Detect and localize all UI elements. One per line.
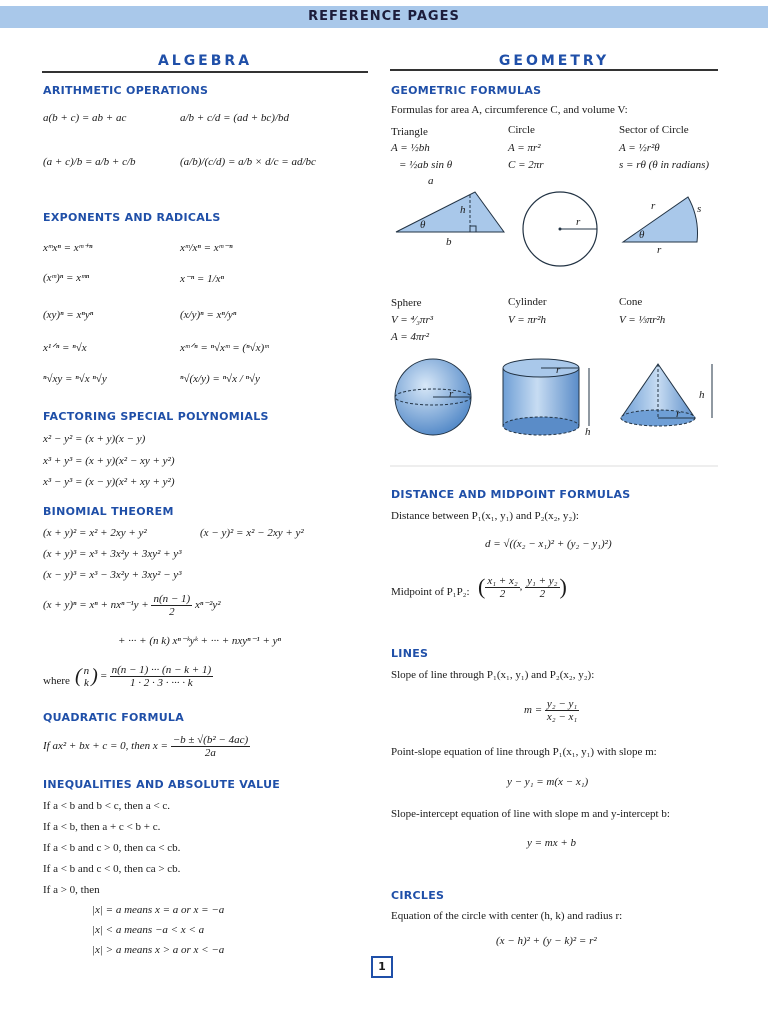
sphere-f2: A = 4πr² xyxy=(391,331,430,343)
quad-lead: If ax² + bx + c = 0, then x = xyxy=(43,740,168,753)
factor-f2: x³ + y³ = (x + y)(x² − xy + y²) xyxy=(43,455,175,467)
tri-f1: A = ½bh xyxy=(391,142,430,154)
circle-title: Circle xyxy=(508,124,535,136)
binom-nk: n k xyxy=(83,664,90,689)
slope-num: y₂ − y₁ xyxy=(546,698,578,710)
exp-f10: ⁿ√(x/y) = ⁿ√x / ⁿ√y xyxy=(180,373,260,385)
sphere-f1: V = ⁴⁄₃πr³ xyxy=(391,314,434,326)
circle-label-r: r xyxy=(576,216,581,228)
midpoint-formula: ( $\frac{\text{x₁ + x₂}}{2}$ , $\frac{\text{y₁ + y₂}}{2}$ ) xyxy=(478,574,567,600)
tri-label-h: h xyxy=(460,204,466,216)
sector-f1: A = ½r²θ xyxy=(619,142,660,154)
binom-f2: (x − y)² = x² − 2xy + y² xyxy=(200,527,304,539)
dist-formula: d = √((x₂ − x₁)² + (y₂ − y₁)²) xyxy=(485,538,612,550)
binom-coef: ( n k ) = $\frac{n(n - 1) \cdot\cdot\cdot (n - k + 1)}{1 \cdot 2 \cdot 3 \cdot \cdot\cdot\cdot \cdot k}$ xyxy=(75,664,212,689)
quad-num: −b ± √(b² − 4ac) xyxy=(172,734,249,746)
arith-title: ARITHMETIC OPERATIONS xyxy=(43,84,209,97)
sphere-title: Sphere xyxy=(391,297,422,309)
ineq-l1: If a < b and b < c, then a < c. xyxy=(43,800,171,812)
midpoint-y-num: y₁ + y₂ xyxy=(527,574,558,587)
midpoint-y xyxy=(525,575,559,600)
circles-s1: Equation of the circle with center (h, k) and radius r: xyxy=(391,910,623,922)
tri-f2: = ½ab sin θ xyxy=(399,159,453,171)
banner-title: REFERENCE PAGES xyxy=(308,9,460,24)
binom-f5-den: 2 xyxy=(169,606,175,618)
page-number: 1 xyxy=(371,956,393,978)
binom-coef-den: 1 · 2 · 3 · ··· · k xyxy=(130,677,193,689)
midpoint-x xyxy=(485,575,519,600)
cylinder-label-h: h xyxy=(585,426,591,438)
cone-label-r: r xyxy=(676,408,681,420)
cylinder-bottom xyxy=(503,417,579,435)
circle-center xyxy=(559,228,562,231)
tri-label-b: b xyxy=(446,236,452,248)
geo-title: GEOMETRIC FORMULAS xyxy=(391,84,542,97)
sector-label-theta: θ xyxy=(639,229,645,241)
ineq-a1: |x| = a means x = a or x = −a xyxy=(92,904,225,916)
tri-label-a: a xyxy=(428,175,434,187)
binom-title: BINOMIAL THEOREM xyxy=(43,505,174,518)
arith-f3: (a + c)/b = a/b + c/b xyxy=(43,156,136,168)
factor-f1: x² − y² = (x + y)(x − y) xyxy=(43,433,146,445)
exp-f1: xᵐxⁿ = xᵐ⁺ⁿ xyxy=(43,242,93,254)
sector-shape xyxy=(623,197,697,242)
sector-label-r: r xyxy=(651,200,656,212)
lines-s1: Slope of line through P₁(x₁, y₁) and P₂(x₂, y₂): xyxy=(391,669,595,681)
lines-f3: y = mx + b xyxy=(527,837,577,849)
cone-title: Cone xyxy=(619,296,643,308)
tri-title: Triangle xyxy=(391,126,428,138)
exp-f8: xᵐᐟⁿ = ⁿ√xᵐ = (ⁿ√x)ᵐ xyxy=(180,342,269,354)
quad-title: QUADRATIC FORMULA xyxy=(43,711,185,724)
cylinder-title: Cylinder xyxy=(508,296,547,308)
midpoint-x-num: x₁ + x₂ xyxy=(487,574,518,587)
ineq-a3: |x| > a means x > a or x < −a xyxy=(92,944,225,956)
ineq-l2: If a < b, then a + c < b + c. xyxy=(43,821,161,833)
sector-label-r2: r xyxy=(657,244,662,256)
midpoint-label: Midpoint of P₁P₂: xyxy=(391,586,470,598)
slope-den: x₂ − x₁ xyxy=(546,711,578,723)
cylinder-label-r: r xyxy=(556,364,561,376)
binom-f5-num: n(n − 1) xyxy=(153,593,191,605)
exp-f5: (xy)ⁿ = xⁿyⁿ xyxy=(43,309,94,321)
geometry-heading: GEOMETRY xyxy=(498,53,610,69)
dist-intro: Distance between P₁(x₁, y₁) and P₂(x₂, y₂): xyxy=(391,510,579,522)
lines-s3: Slope-intercept equation of line with slope m and y-intercept b: xyxy=(391,808,670,820)
exp-f4: x⁻ⁿ = 1/xⁿ xyxy=(180,273,224,285)
circles-title: CIRCLES xyxy=(391,889,445,902)
algebra-heading: ALGEBRA xyxy=(157,53,253,69)
exp-title: EXPONENTS AND RADICALS xyxy=(43,211,221,224)
geo-intro: Formulas for area A, circumference C, and volume V: xyxy=(391,104,628,116)
binom-where: where xyxy=(43,675,70,687)
sector-label-s: s xyxy=(697,203,702,215)
binom-f6: + ··· + (n k) xⁿ⁻ᵏyᵏ + ··· + nxyⁿ⁻¹ + yⁿ xyxy=(118,635,281,647)
arith-f2: a/b + c/d = (ad + bc)/bd xyxy=(180,112,290,124)
tri-label-theta: θ xyxy=(420,219,426,231)
ineq-title: INEQUALITIES AND ABSOLUTE VALUE xyxy=(43,778,281,791)
factor-title: FACTORING SPECIAL POLYNOMIALS xyxy=(43,410,269,423)
quad-den: 2a xyxy=(204,747,216,759)
arith-f1: a(b + c) = ab + ac xyxy=(43,112,127,124)
lines-s2: Point-slope equation of line through P₁(x₁, y₁) with slope m: xyxy=(391,746,657,758)
exp-f6: (x/y)ⁿ = xⁿ/yⁿ xyxy=(180,309,237,321)
cone-f1: V = ⅓πr²h xyxy=(619,314,666,326)
cone-label-h: h xyxy=(699,389,705,401)
slope-formula xyxy=(524,698,579,723)
binom-f5a: (x + y)ⁿ = xⁿ + nxⁿ⁻¹y + xyxy=(43,599,149,612)
triangle-shape xyxy=(396,192,504,232)
exp-f2: xᵐ/xⁿ = xᵐ⁻ⁿ xyxy=(180,242,233,254)
circles-f1: (x − h)² + (y − k)² = r² xyxy=(496,935,597,947)
binom-f4: (x − y)³ = x³ − 3x²y + 3xy² − y³ xyxy=(43,569,182,581)
sector-title: Sector of Circle xyxy=(619,124,689,136)
binom-f3: (x + y)³ = x³ + 3x²y + 3xy² + y³ xyxy=(43,548,182,560)
exp-f3: (xᵐ)ⁿ = xᵐⁿ xyxy=(43,272,90,284)
sector-f2: s = rθ (θ in radians) xyxy=(619,159,710,171)
midpoint-y-den: 2 xyxy=(539,587,546,600)
ineq-a2: |x| < a means −a < x < a xyxy=(92,924,205,936)
cylinder-f1: V = πr²h xyxy=(508,314,547,326)
ineq-l5: If a > 0, then xyxy=(43,884,100,896)
circle-f2: C = 2πr xyxy=(508,159,544,171)
exp-f7: x¹ᐟⁿ = ⁿ√x xyxy=(43,342,87,354)
binom-f5c: xⁿ⁻²y² xyxy=(194,599,221,612)
slope-fraction xyxy=(545,698,579,723)
lines-f2: y − y₁ = m(x − x₁) xyxy=(507,776,589,788)
circle-f1: A = πr² xyxy=(508,142,541,154)
lines-title: LINES xyxy=(391,647,429,660)
binom-coef-num: n(n − 1) ··· (n − k + 1) xyxy=(111,664,212,676)
factor-f3: x³ − y³ = (x − y)(x² + xy + y²) xyxy=(43,476,175,488)
sphere-label-r: r xyxy=(449,388,454,400)
ineq-l4: If a < b and c < 0, then ca > cb. xyxy=(43,863,181,875)
binom-f1: (x + y)² = x² + 2xy + y² xyxy=(43,527,147,539)
slope-m: m = xyxy=(524,704,543,717)
dist-title: DISTANCE AND MIDPOINT FORMULAS xyxy=(391,488,631,501)
arith-f4: (a/b)/(c/d) = a/b × d/c = ad/bc xyxy=(180,156,316,168)
exp-f9: ⁿ√xy = ⁿ√x ⁿ√y xyxy=(43,373,107,385)
ineq-l3: If a < b and c > 0, then ca < cb. xyxy=(43,842,181,854)
midpoint-x-den: 2 xyxy=(499,587,506,600)
